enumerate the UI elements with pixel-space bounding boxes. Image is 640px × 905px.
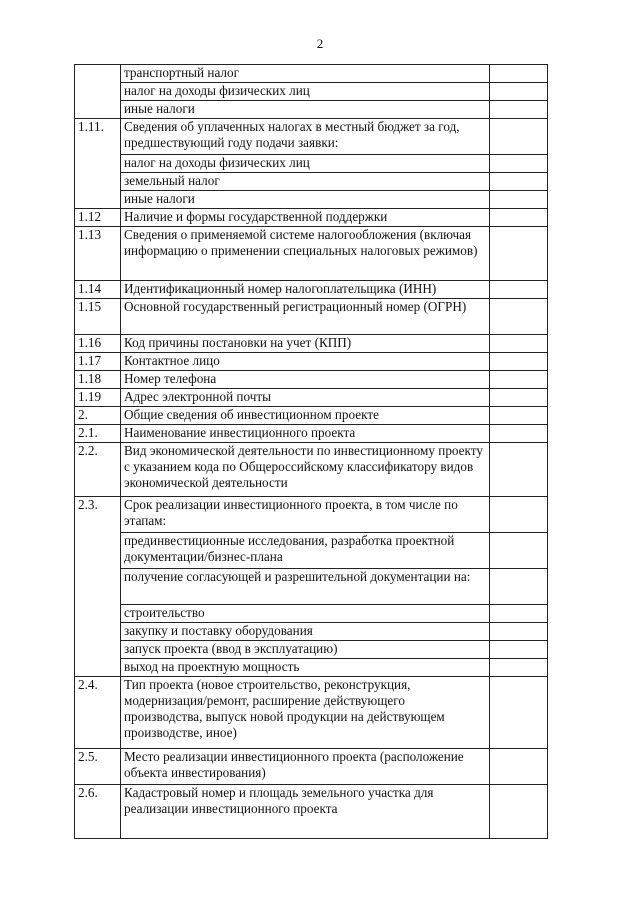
item-description: транспортный налог <box>121 65 490 83</box>
value-cell[interactable] <box>490 533 548 569</box>
item-description: Идентификационный номер налогоплательщика (ИНН) <box>121 281 490 299</box>
item-number: 2. <box>75 407 121 425</box>
item-description: налог на доходы физических лиц <box>121 83 490 101</box>
table-row <box>75 119 548 155</box>
table-row <box>75 677 548 749</box>
value-cell[interactable] <box>490 497 548 533</box>
item-description: Номер телефона <box>121 371 490 389</box>
item-description: Общие сведения об инвестиционном проекте <box>121 407 490 425</box>
item-number: 2.6. <box>75 785 121 839</box>
table-row <box>75 623 548 641</box>
value-cell[interactable] <box>490 335 548 353</box>
table-row <box>75 533 548 569</box>
table-row <box>75 65 548 83</box>
table-row <box>75 605 548 623</box>
value-cell[interactable] <box>490 281 548 299</box>
item-description: получение согласующей и разрешительной документации на: <box>121 569 490 605</box>
table-row <box>75 83 548 101</box>
value-cell[interactable] <box>490 641 548 659</box>
item-number: 1.11. <box>75 119 121 209</box>
item-description: Наименование инвестиционного проекта <box>121 425 490 443</box>
item-number: 1.14 <box>75 281 121 299</box>
value-cell[interactable] <box>490 443 548 497</box>
item-description: Контактное лицо <box>121 353 490 371</box>
item-number: 1.13 <box>75 227 121 281</box>
item-description: Вид экономической деятельности по инвестиционному проекту с указанием кода по Общероссийскому классификатору видов экономической деятельности <box>121 443 490 497</box>
table-row <box>75 209 548 227</box>
value-cell[interactable] <box>490 65 548 83</box>
value-cell[interactable] <box>490 209 548 227</box>
table-row <box>75 371 548 389</box>
value-cell[interactable] <box>490 659 548 677</box>
table-row <box>75 785 548 839</box>
item-description: Код причины постановки на учет (КПП) <box>121 335 490 353</box>
table-row <box>75 443 548 497</box>
value-cell[interactable] <box>490 371 548 389</box>
value-cell[interactable] <box>490 173 548 191</box>
item-description: Срок реализации инвестиционного проекта, в том числе по этапам: <box>121 497 490 533</box>
table-row <box>75 299 548 335</box>
item-description: иные налоги <box>121 101 490 119</box>
table-row <box>75 281 548 299</box>
value-cell[interactable] <box>490 623 548 641</box>
item-number: 2.1. <box>75 425 121 443</box>
value-cell[interactable] <box>490 749 548 785</box>
item-description: прединвестиционные исследования, разработка проектной документации/бизнес-плана <box>121 533 490 569</box>
item-number: 2.4. <box>75 677 121 749</box>
table-row <box>75 569 548 605</box>
item-description: Наличие и формы государственной поддержки <box>121 209 490 227</box>
item-description: Место реализации инвестиционного проекта (расположение объекта инвестирования) <box>121 749 490 785</box>
value-cell[interactable] <box>490 353 548 371</box>
value-cell[interactable] <box>490 677 548 749</box>
table-row <box>75 227 548 281</box>
item-number: 1.17 <box>75 353 121 371</box>
item-description: строительство <box>121 605 490 623</box>
table-row <box>75 407 548 425</box>
item-description: Адрес электронной почты <box>121 389 490 407</box>
item-description: Тип проекта (новое строительство, реконструкция, модернизация/ремонт, расширение действующего производства, выпуск новой продукции на действующем производстве, иное) <box>121 677 490 749</box>
item-description: запуск проекта (ввод в эксплуатацию) <box>121 641 490 659</box>
table-row <box>75 659 548 677</box>
table-row <box>75 353 548 371</box>
table-row <box>75 173 548 191</box>
item-number: 1.18 <box>75 371 121 389</box>
table-row <box>75 389 548 407</box>
value-cell[interactable] <box>490 425 548 443</box>
table-row <box>75 155 548 173</box>
value-cell[interactable] <box>490 407 548 425</box>
item-number: 2.2. <box>75 443 121 497</box>
table-row <box>75 425 548 443</box>
item-number: 1.15 <box>75 299 121 335</box>
item-description: Кадастровый номер и площадь земельного участка для реализации инвестиционного проекта <box>121 785 490 839</box>
value-cell[interactable] <box>490 389 548 407</box>
table-row <box>75 749 548 785</box>
item-description: Сведения о применяемой системе налогообложения (включая информацию о применении специальных налоговых режимов) <box>121 227 490 281</box>
value-cell[interactable] <box>490 605 548 623</box>
item-number <box>75 65 121 119</box>
item-number: 1.12 <box>75 209 121 227</box>
value-cell[interactable] <box>490 299 548 335</box>
form-table <box>74 64 548 839</box>
value-cell[interactable] <box>490 569 548 605</box>
item-description: Сведения об уплаченных налогах в местный бюджет за год, предшествующий году подачи заявки: <box>121 119 490 155</box>
item-description: земельный налог <box>121 173 490 191</box>
value-cell[interactable] <box>490 191 548 209</box>
table-row <box>75 101 548 119</box>
item-number: 1.19 <box>75 389 121 407</box>
item-number: 2.3. <box>75 497 121 677</box>
form-table-body <box>75 65 548 839</box>
table-row <box>75 497 548 533</box>
table-row <box>75 641 548 659</box>
value-cell[interactable] <box>490 785 548 839</box>
item-number: 1.16 <box>75 335 121 353</box>
page-number: 2 <box>316 36 324 51</box>
value-cell[interactable] <box>490 83 548 101</box>
table-row <box>75 335 548 353</box>
item-description: выход на проектную мощность <box>121 659 490 677</box>
value-cell[interactable] <box>490 227 548 281</box>
item-description: закупку и поставку оборудования <box>121 623 490 641</box>
item-description: налог на доходы физических лиц <box>121 155 490 173</box>
item-description: Основной государственный регистрационный номер (ОГРН) <box>121 299 490 335</box>
value-cell[interactable] <box>490 101 548 119</box>
value-cell[interactable] <box>490 119 548 155</box>
value-cell[interactable] <box>490 155 548 173</box>
item-description: иные налоги <box>121 191 490 209</box>
table-row <box>75 191 548 209</box>
item-number: 2.5. <box>75 749 121 785</box>
